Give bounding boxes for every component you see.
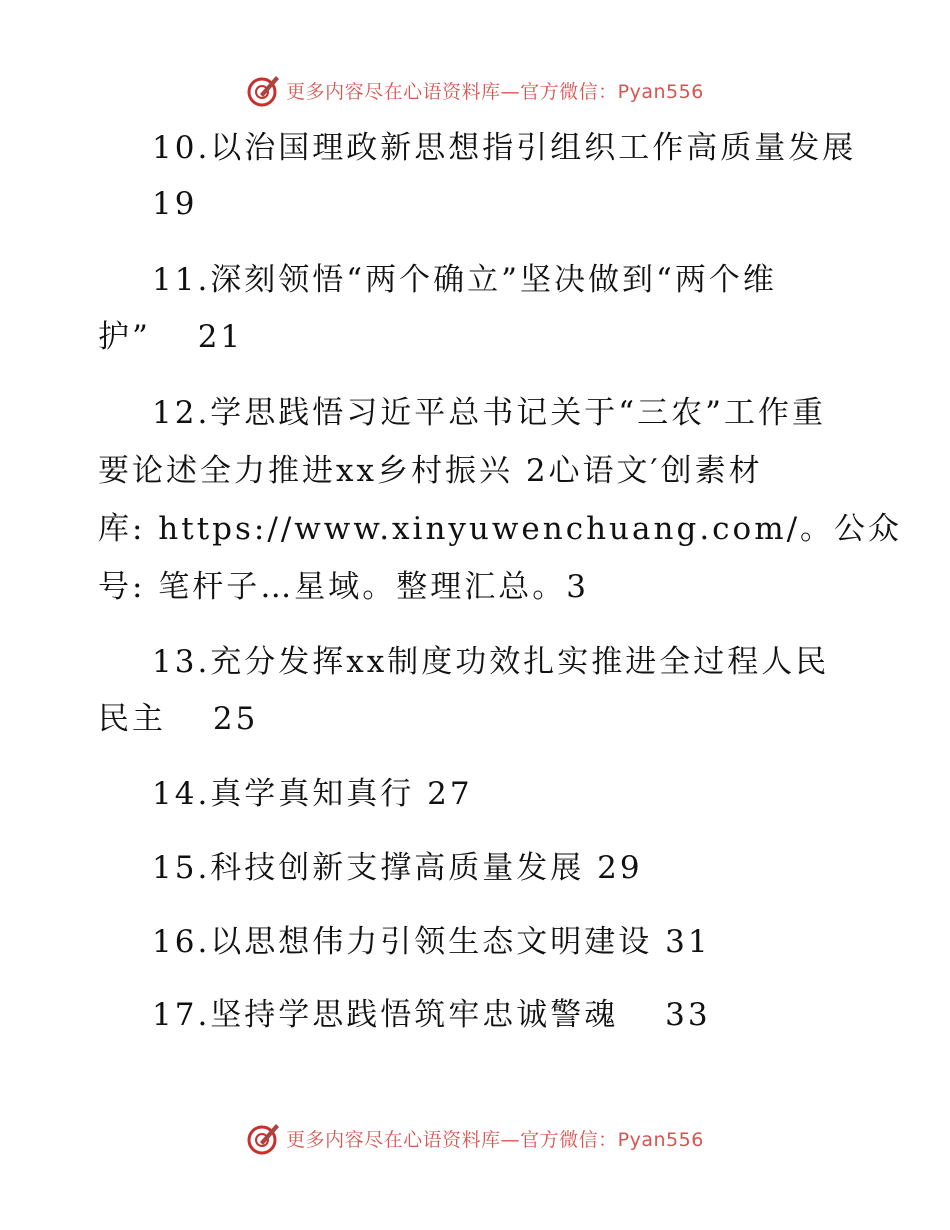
footer-watermark [0,1118,950,1158]
toc-entry-16: 16.以思想伟力引领生态文明建设 31 [152,924,711,960]
watermark-text: 更多内容尽在心语资料库—官方微信：Pyan556 [286,1128,704,1151]
toc-page-10: 19 [152,186,198,222]
toc-entry-15: 15.科技创新支撑高质量发展 29 [152,850,643,886]
toc-entry-12-cont: 要论述全力推进xx乡村振兴 2心语文′创素材 [98,453,763,489]
toc-entry-12-url: 库: https://www.xinyuwenchuang.com/。公众 [98,511,903,547]
toc-entry-17: 17.坚持学思践悟筑牢忠诚警魂 33 [152,997,711,1033]
toc-entry-12-end: 号: 笔杆子…星域。整理汇总。3 [98,569,590,605]
toc-entry-13: 13.充分发挥xx制度功效扎实推进全过程人民 [152,644,830,680]
toc-entry-14: 14.真学真知真行 27 [152,776,473,812]
watermark-text: 更多内容尽在心语资料库—官方微信：Pyan556 [286,80,704,103]
pen-logo-icon [246,1120,282,1156]
toc-entry-13-cont: 民主 25 [98,701,259,737]
toc-entry-12: 12.学思践悟习近平总书记关于“三农”工作重 [152,395,826,431]
header-watermark [0,70,950,110]
pen-logo-icon [246,72,282,108]
toc-entry-11: 11.深刻领悟“两个确立”坚决做到“两个维 [152,262,777,298]
toc-entry-11-cont: 护” 21 [98,319,244,355]
toc-entry-10: 10.以治国理政新思想指引组织工作高质量发展 [152,130,857,166]
